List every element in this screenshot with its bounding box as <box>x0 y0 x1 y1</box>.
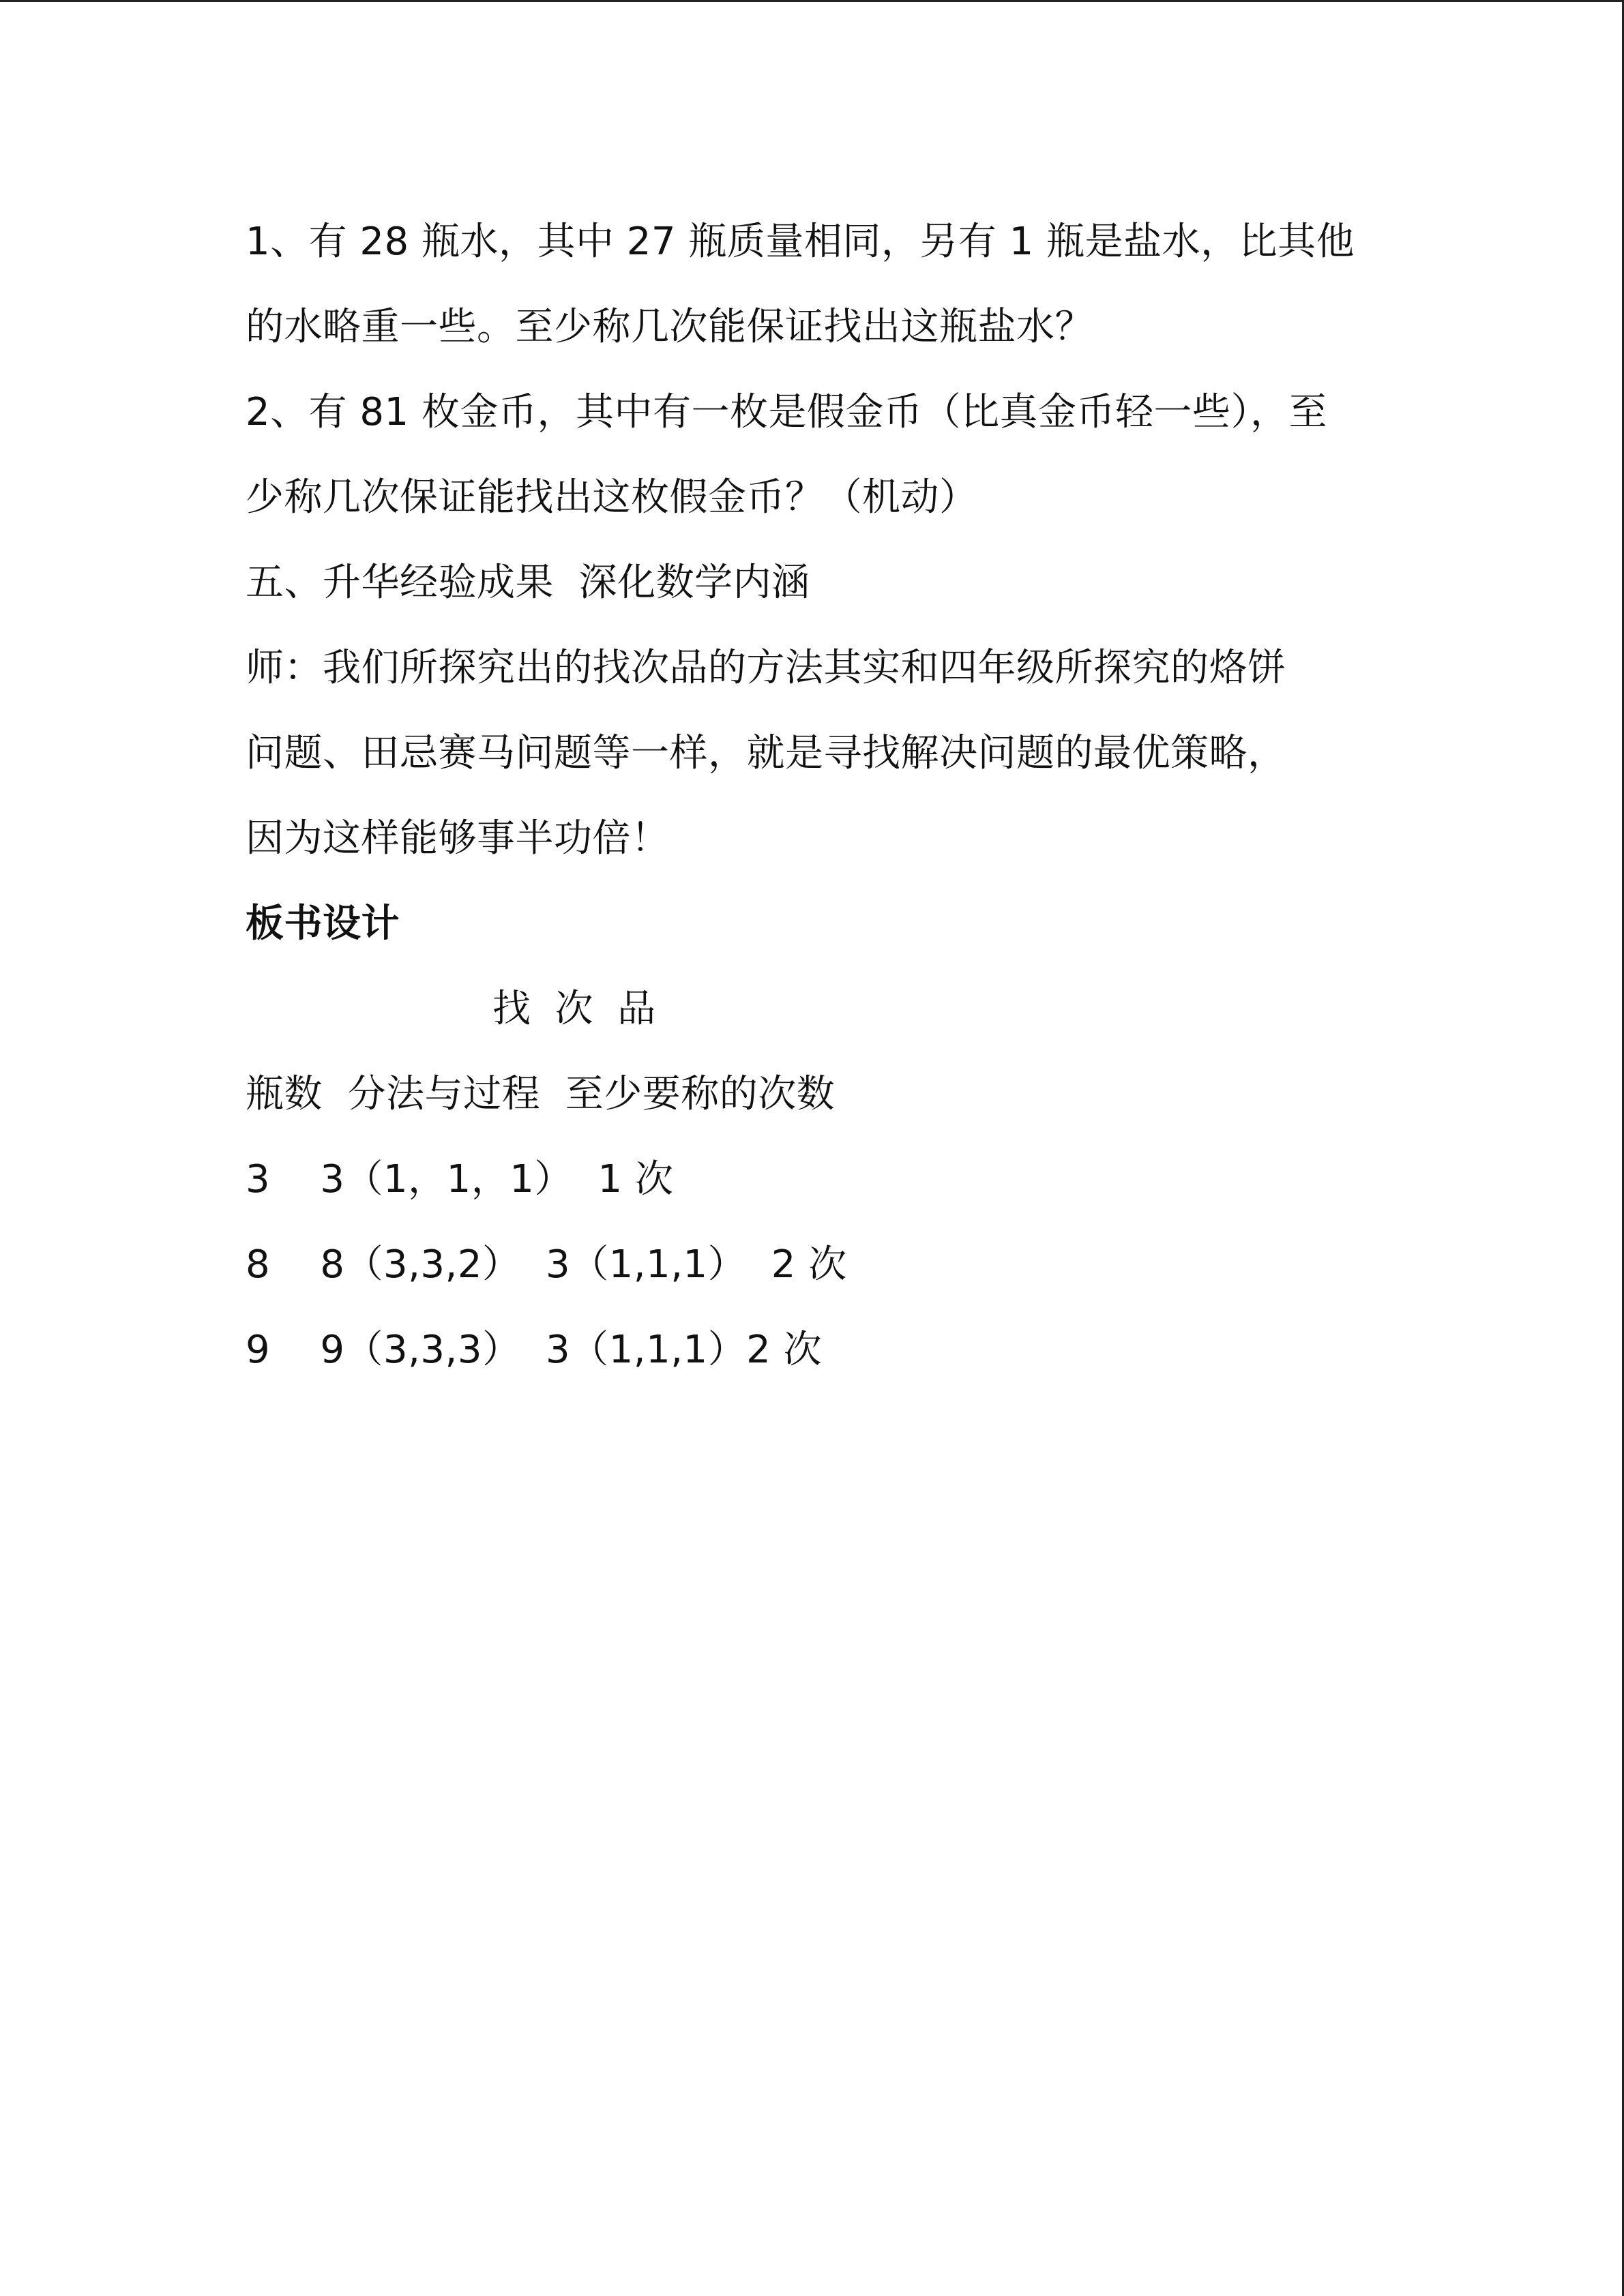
problem-1-line-1: 1、有 28 瓶水，其中 27 瓶质量相同，另有 1 瓶是盐水，比其他 <box>246 220 1355 264</box>
problem-1-line-2: 的水略重一些。至少称几次能保证找出这瓶盐水？ <box>246 305 1093 349</box>
board-design-heading: 板书设计 <box>246 901 400 946</box>
table-row: 8 8（3,3,2） 3（1,1,1） 2 次 <box>246 1242 847 1287</box>
teacher-remark-line-3: 因为这样能够事半功倍！ <box>246 816 670 861</box>
teacher-remark-line-1: 师：我们所探究出的找次品的方法其实和四年级所探究的烙饼 <box>246 646 1286 690</box>
problem-2-line-1: 2、有 81 枚金币，其中有一枚是假金币（比真金币轻一些），至 <box>246 390 1327 434</box>
table-header: 瓶数 分法与过程 至少要称的次数 <box>246 1072 836 1116</box>
table-row: 3 3（1，1，1） 1 次 <box>246 1157 674 1202</box>
board-title: 找 次 品 <box>492 987 656 1031</box>
teacher-remark-line-2: 问题、田忌赛马问题等一样，就是寻找解决问题的最优策略， <box>246 731 1286 775</box>
table-row: 9 9（3,3,3） 3（1,1,1）2 次 <box>246 1328 823 1372</box>
problem-2-line-2: 少称几次保证能找出这枚假金币？（机动） <box>246 475 978 520</box>
section-five-heading: 五、升华经验成果 深化数学内涵 <box>246 561 810 605</box>
